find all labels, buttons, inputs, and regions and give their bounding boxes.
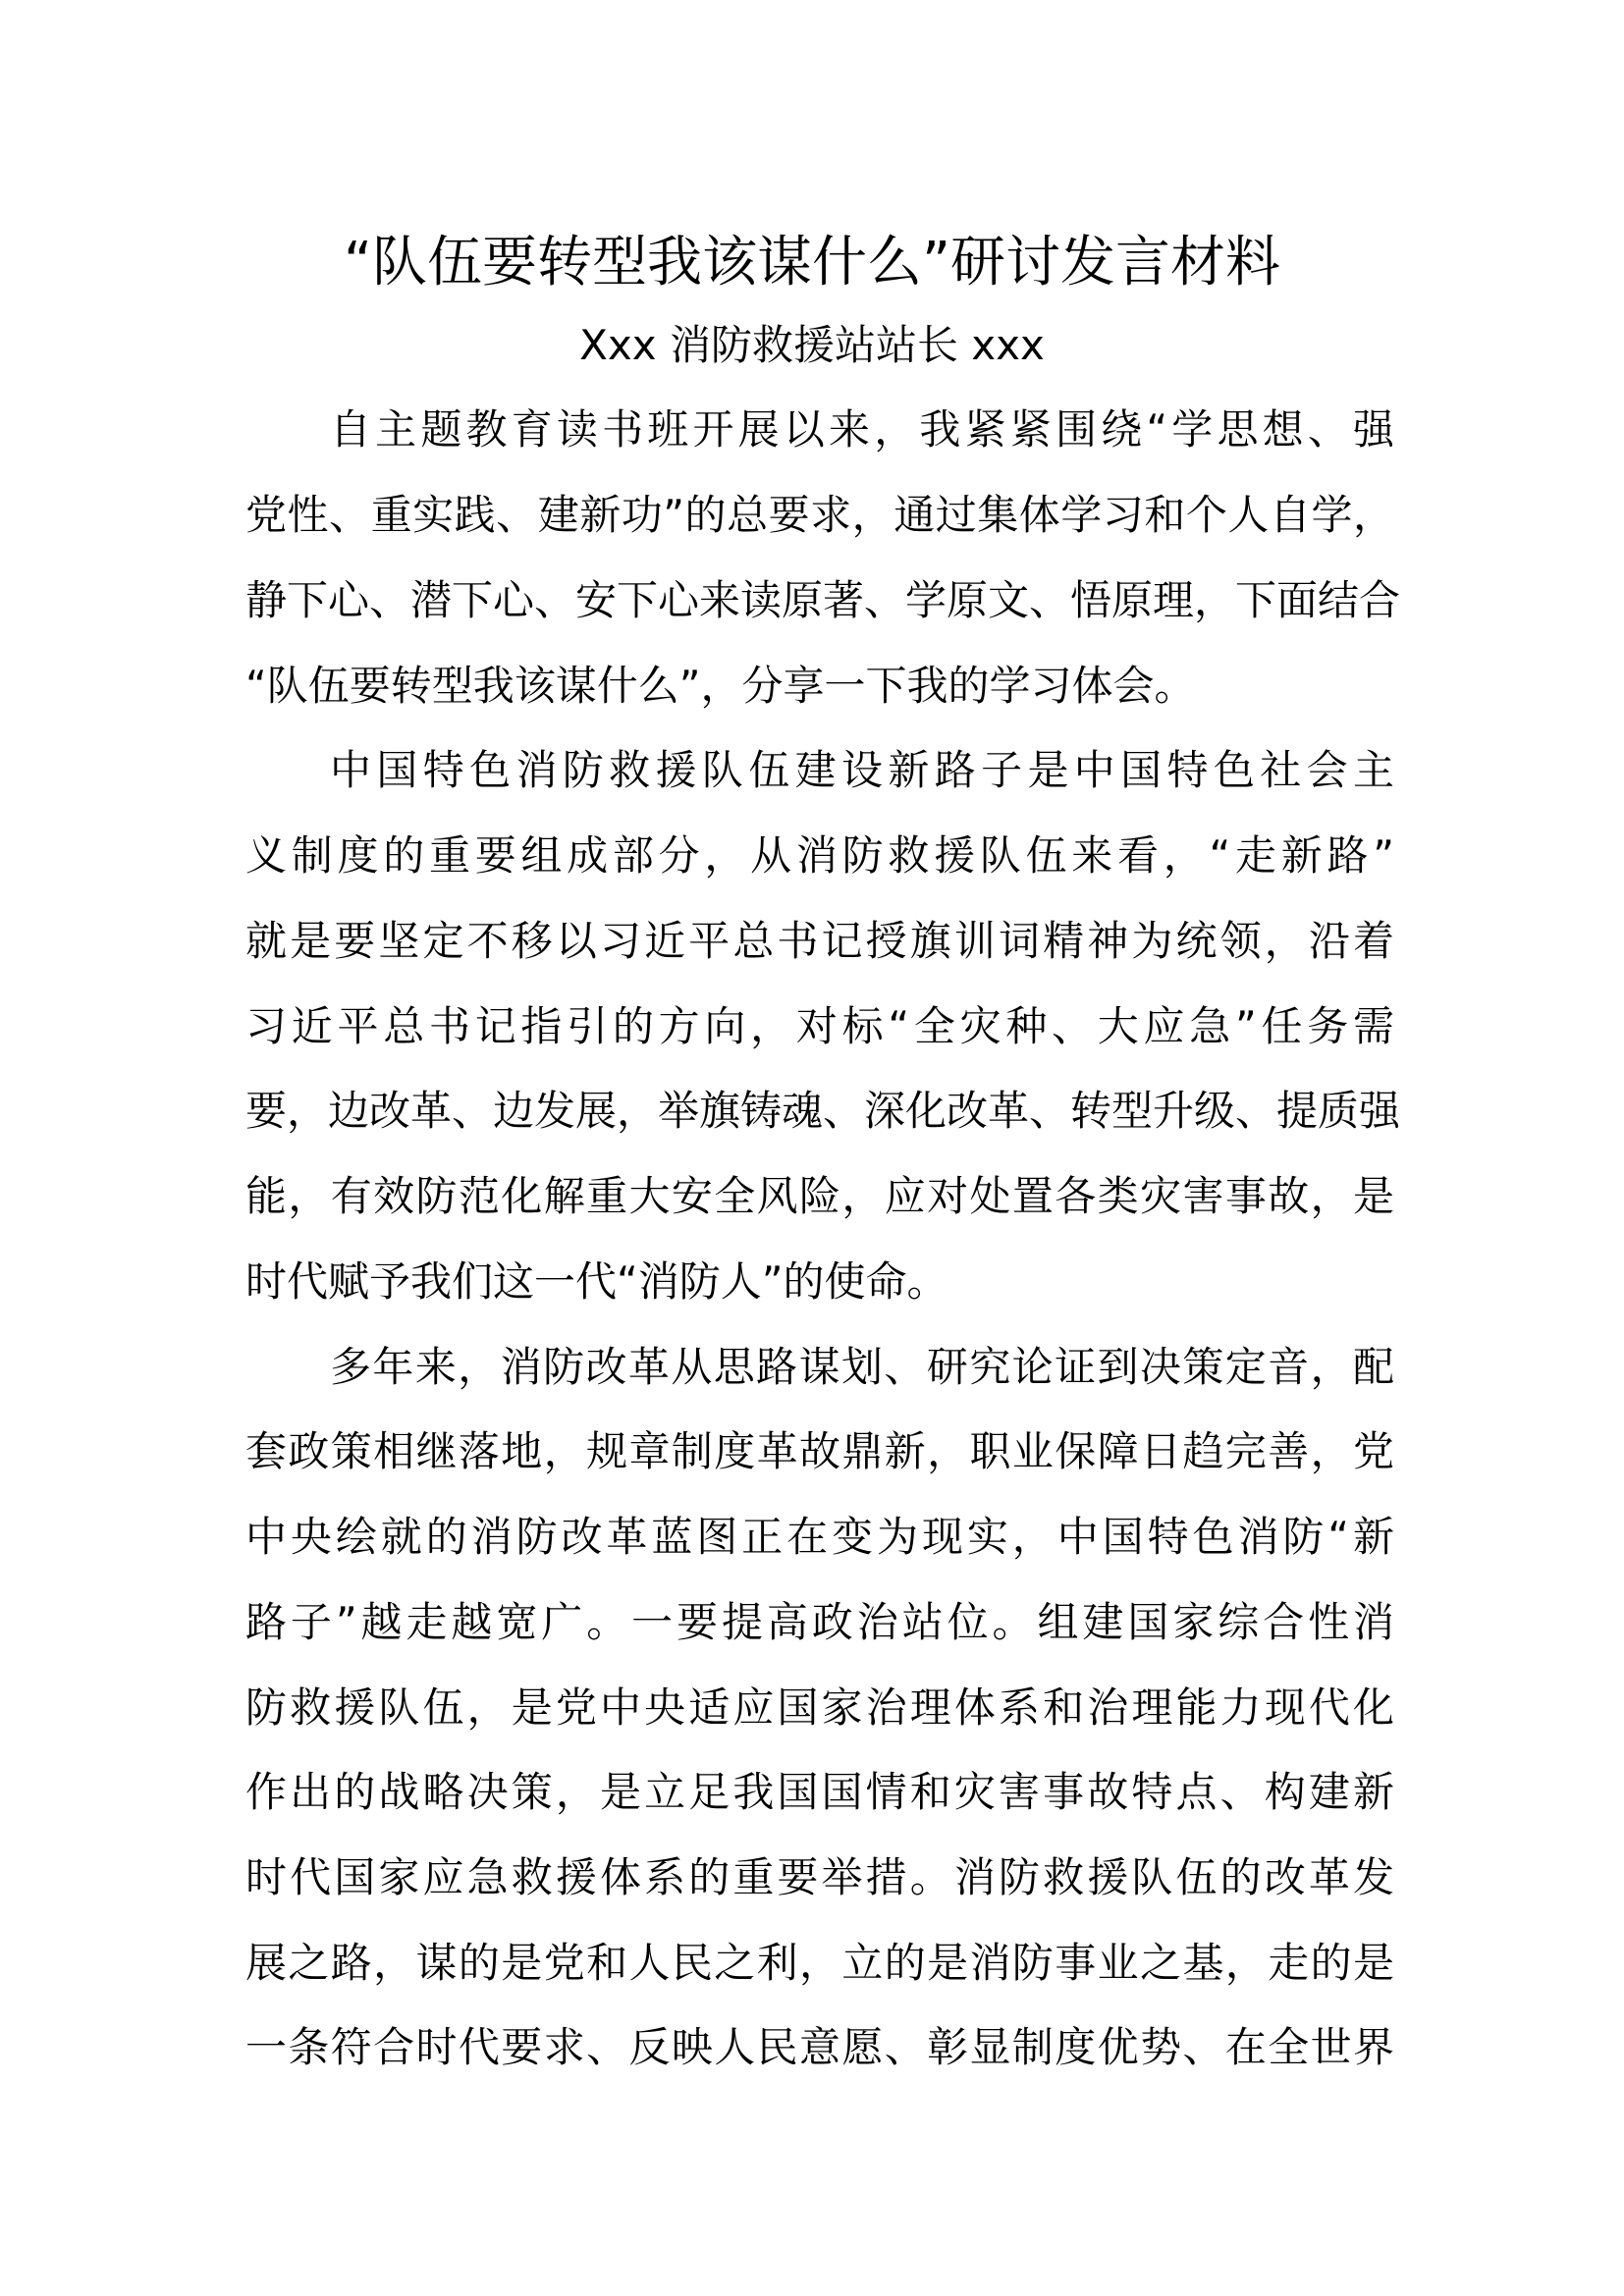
author-line: Xxx 消防救援站站长 xxx: [579, 321, 1045, 369]
paragraph-line: 党性、重实践、建新功”的总要求，通过集体学习和个人自学，: [245, 491, 1394, 539]
paragraph-line: 多年来，消防改革从思路谋划、研究论证到决策定音，配: [330, 1343, 1394, 1391]
paragraph-line: 时代赋予我们这一代“消防人”的使命。: [245, 1257, 948, 1306]
paragraph-line: 防救援队伍，是党中央适应国家治理体系和治理能力现代化: [245, 1683, 1394, 1732]
paragraph-line: 中央绘就的消防改革蓝图正在变为现实，中国特色消防“新: [245, 1513, 1394, 1561]
paragraph-line: “队伍要转型我该谋什么”，分享一下我的学习体会。: [245, 662, 1196, 710]
paragraph-line: 路子”越走越宽广。一要提高政治站位。组建国家综合性消: [245, 1598, 1394, 1646]
paragraph-line: 展之路，谋的是党和人民之利，立的是消防事业之基，走的是: [245, 1939, 1394, 1987]
paragraph-line: 能，有效防范化解重大安全风险，应对处置各类灾害事故，是: [245, 1172, 1394, 1220]
paragraph-line: 要，边改革、边发展，举旗铸魂、深化改革、转型升级、提质强: [245, 1087, 1401, 1135]
paragraph-line: 套政策相继落地，规章制度革故鼎新，职业保障日趋完善，党: [245, 1427, 1394, 1475]
paragraph-line: 义制度的重要组成部分，从消防救援队伍来看，“走新路”: [245, 831, 1394, 880]
document-title: “队伍要转型我该谋什么”研讨发言材料: [343, 231, 1281, 294]
paragraph-line: 习近平总书记指引的方向，对标“全灾种、大应急”任务需: [245, 1002, 1394, 1050]
paragraph-line: 自主题教育读书班开展以来，我紧紧围绕“学思想、强: [330, 405, 1394, 454]
paragraph-line: 作出的战略决策，是立足我国国情和灾害事故特点、构建新: [245, 1768, 1394, 1816]
paragraph-line: 就是要坚定不移以习近平总书记授旗训词精神为统领，沿着: [245, 917, 1394, 965]
paragraph-line: 一条符合时代要求、反映人民意愿、彰显制度优势、在全世界: [245, 2023, 1394, 2071]
paragraph-line: 中国特色消防救援队伍建设新路子是中国特色社会主: [330, 746, 1394, 794]
paragraph-line: 时代国家应急救援体系的重要举措。消防救援队伍的改革发: [245, 1853, 1394, 1901]
paragraph-line: 静下心、潜下心、安下心来读原著、学原文、悟原理，下面结合: [245, 576, 1401, 624]
